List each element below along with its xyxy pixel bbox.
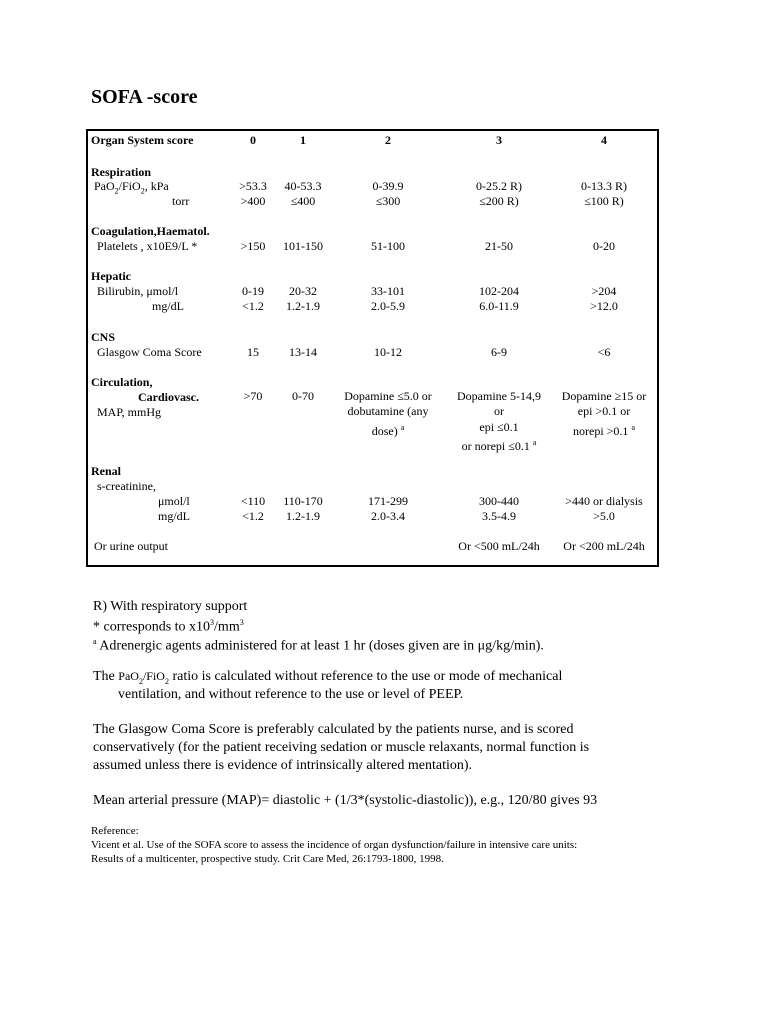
coagulation-heading: Coagulation,Haematol. [91, 224, 210, 238]
circ-s4-line2: epi >0.1 or [577, 404, 631, 418]
hep-s0-umol: 0-19 [242, 284, 264, 298]
renal-s1-mgdl: 1.2-1.9 [286, 509, 320, 523]
resp-s4-torr: ≤100 R) [584, 194, 624, 208]
resp-s1-kpa: 40-53.3 [284, 179, 322, 193]
respiration-label-kpa: PaO$_2$/FiO$_2$, kPa [94, 179, 169, 196]
header-organ: Organ System score [91, 133, 194, 147]
circ-s2-line1: Dopamine ≤5.0 or [344, 389, 432, 403]
urine-output-label: Or urine output [94, 539, 168, 553]
hep-s3-mgdl: 6.0-11.9 [479, 299, 519, 313]
circ-s3-line4: or norepi ≤0.1 $^a$ [461, 438, 537, 453]
header-score-0: 0 [250, 133, 256, 147]
reference-label: Reference: [91, 825, 139, 837]
header-score-4: 4 [601, 133, 607, 147]
hep-s2-mgdl: 2.0-5.9 [371, 299, 405, 313]
header-score-1: 1 [300, 133, 306, 147]
pao2-paragraph-line2: ventilation, and without reference to the use or level of PEEP. [118, 687, 464, 702]
hepatic-heading: Hepatic [91, 269, 131, 283]
resp-s3-torr: ≤200 R) [479, 194, 519, 208]
renal-s2-mgdl: 2.0-3.4 [371, 509, 405, 523]
coag-s2: 51-100 [371, 239, 405, 253]
coag-s3: 21-50 [485, 239, 513, 253]
renal-label-mgdl: mg/dL [158, 509, 190, 523]
coagulation-label: Platelets , x10E9/L * [97, 239, 198, 253]
renal-s1-umol: 110-170 [283, 494, 323, 508]
note-respiratory-support: R) With respiratory support [93, 599, 248, 614]
cns-heading: CNS [91, 330, 116, 344]
circ-s3-line2: or [494, 404, 504, 418]
coag-s0: >150 [240, 239, 266, 253]
note-star: * corresponds to $x10^3/mm^3$ [93, 618, 244, 635]
resp-s0-kpa: >53.3 [239, 179, 267, 193]
circulation-heading: Circulation, [91, 375, 153, 389]
cns-label: Glasgow Coma Score [97, 345, 202, 359]
hep-s4-umol: >204 [591, 284, 617, 298]
renal-s2-umol: 171-299 [368, 494, 408, 508]
renal-label-creatinine: s-creatinine, [97, 479, 156, 493]
hep-s1-mgdl: 1.2-1.9 [286, 299, 320, 313]
page-title: SOFA -score [91, 86, 198, 108]
gcs-paragraph-line3: assumed unless there is evidence of intrinsically altered mentation). [93, 758, 473, 773]
cns-s2: 10-12 [374, 345, 402, 359]
hep-s4-mgdl: >12.0 [590, 299, 618, 313]
resp-s2-torr: ≤300 [375, 194, 401, 208]
hepatic-label-mgdl: mg/dL [152, 299, 184, 313]
circ-s4-line1: Dopamine ≥15 or [561, 389, 647, 403]
renal-s3-mgdl: 3.5-4.9 [482, 509, 516, 523]
gcs-paragraph-line1: The Glasgow Coma Score is preferably calculated by the patients nurse, and is scored [93, 722, 574, 737]
renal-s0-mgdl: <1.2 [242, 509, 264, 523]
pao2-paragraph-line1: The PaO$_2$/FiO$_2$ ratio is calculated without reference to the use or mode of mechanical [93, 669, 563, 686]
urine-s3: Or <500 mL/24h [458, 539, 540, 553]
renal-label-umol: μmol/l [158, 494, 190, 508]
cns-s3: 6-9 [491, 345, 507, 359]
circ-s3-line3: epi ≤0.1 [479, 420, 519, 434]
circ-s0: >70 [243, 389, 263, 403]
hepatic-label-umol: Bilirubin, μmol/l [97, 284, 179, 298]
hep-s2-umol: 33-101 [371, 284, 405, 298]
cns-s1: 13-14 [289, 345, 317, 359]
header-score-2: 2 [385, 133, 391, 147]
respiration-heading: Respiration [91, 165, 151, 179]
note-adrenergic: $^a$ Adrenergic agents administered for at least 1 hr (doses given are in μg/kg/min). [93, 637, 544, 654]
circ-s2-line3: dose) $^a$ [371, 423, 405, 438]
reference-line1: Vicent et al. Use of the SOFA score to assess the incidence of organ dysfunction/failure in intensive care units: [91, 839, 578, 851]
renal-s4-umol: >440 or dialysis [565, 494, 643, 508]
map-formula: Mean arterial pressure (MAP)= diastolic + (1/3*(systolic-diastolic)), e.g., 120/80 gives 93 [93, 793, 598, 808]
cardiovasc-heading: Cardiovasc. [138, 390, 199, 404]
renal-s3-umol: 300-440 [479, 494, 519, 508]
gcs-paragraph-line2: conservatively (for the patient receiving sedation or muscle relaxants, normal function is [93, 740, 590, 755]
circ-s1: 0-70 [292, 389, 314, 403]
renal-s0-umol: <110 [240, 494, 266, 508]
resp-s1-torr: ≤400 [290, 194, 316, 208]
sofa-table [86, 129, 659, 567]
circ-s2-line2: dobutamine (any [347, 404, 429, 418]
cns-s4: <6 [597, 345, 611, 359]
hep-s0-mgdl: <1.2 [242, 299, 264, 313]
respiration-label-torr: torr [172, 194, 190, 208]
circ-s3-line1: Dopamine 5-14,9 [457, 389, 541, 403]
resp-s2-kpa: 0-39.9 [372, 179, 404, 193]
header-score-3: 3 [496, 133, 502, 147]
hep-s3-umol: 102-204 [479, 284, 519, 298]
cns-s0: 15 [247, 345, 259, 359]
coag-s1: 101-150 [283, 239, 323, 253]
reference-line2: Results of a multicenter, prospective study. Crit Care Med, 26:1793-1800, 1998. [91, 853, 444, 865]
hep-s1-umol: 20-32 [289, 284, 317, 298]
resp-s3-kpa: 0-25.2 R) [476, 179, 522, 193]
renal-heading: Renal [91, 464, 121, 478]
circ-s4-line3: norepi >0.1 $^a$ [573, 423, 635, 438]
coag-s4: 0-20 [593, 239, 615, 253]
urine-s4: Or <200 mL/24h [563, 539, 645, 553]
circulation-label: MAP, mmHg [97, 405, 162, 419]
resp-s4-kpa: 0-13.3 R) [581, 179, 627, 193]
renal-s4-mgdl: >5.0 [593, 509, 615, 523]
resp-s0-torr: >400 [240, 194, 266, 208]
